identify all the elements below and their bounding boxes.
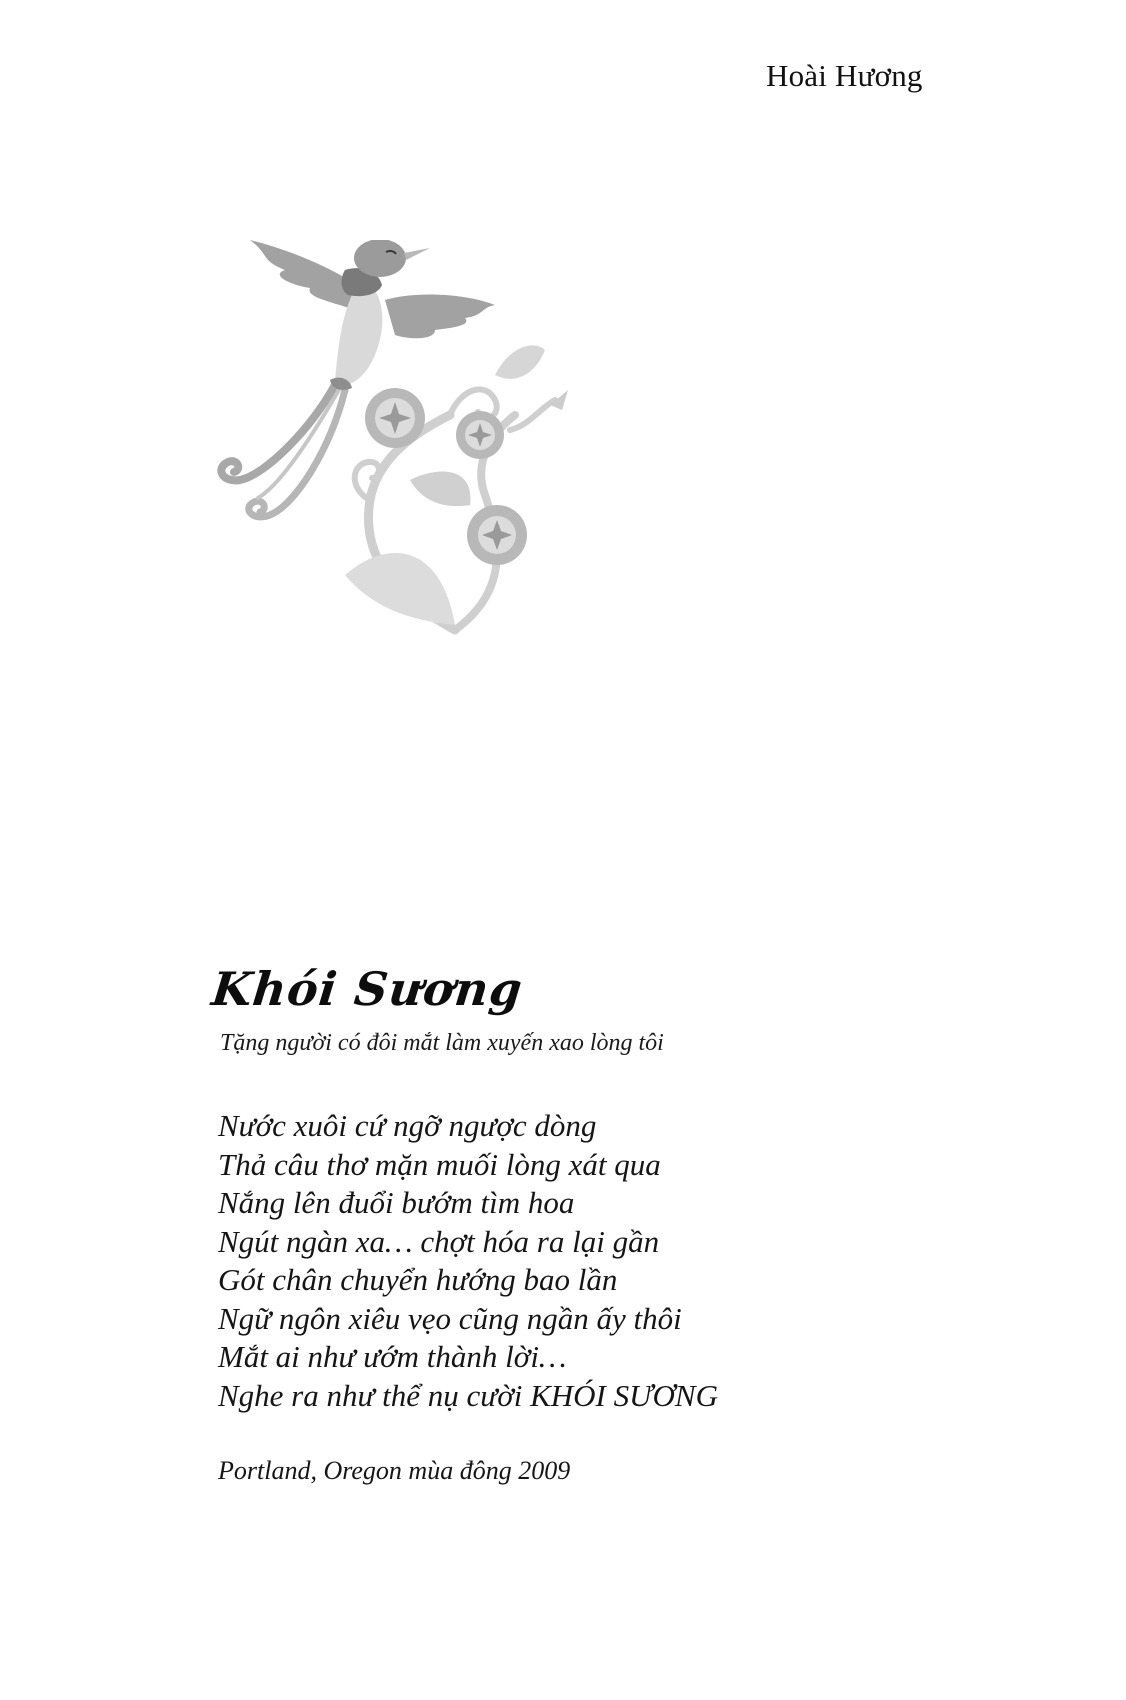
poem-line: Nghe ra như thể nụ cười KHÓI SƯƠNG [218, 1377, 718, 1413]
poem-body [218, 1107, 718, 1415]
poem-line: Gót chân chuyển hướng bao lần [218, 1262, 618, 1297]
poem-line: Thả câu thơ mặn muối lòng xát qua [218, 1146, 661, 1182]
hummingbird-flower-icon [210, 240, 600, 660]
poem-line: Ngút ngàn xa… chợt hóa ra lại gần [218, 1223, 660, 1259]
poem-title: Khói Sương [209, 962, 526, 1016]
place-date: Portland, Oregon mùa đông 2009 [218, 1456, 571, 1485]
poem-dedication: Tặng người có đôi mắt làm xuyến xao lòng tôi [220, 1030, 664, 1056]
author-name: Hoài Hương [766, 58, 923, 93]
poem-line: Nắng lên đuổi bướm tìm hoa [218, 1185, 575, 1220]
poem-line: Ngữ ngôn xiêu vẹo cũng ngần ấy thôi [218, 1300, 682, 1336]
poem-line: Mắt ai như ướm thành lời… [218, 1339, 567, 1374]
poem-line: Nước xuôi cứ ngỡ ngược dòng [218, 1108, 597, 1143]
